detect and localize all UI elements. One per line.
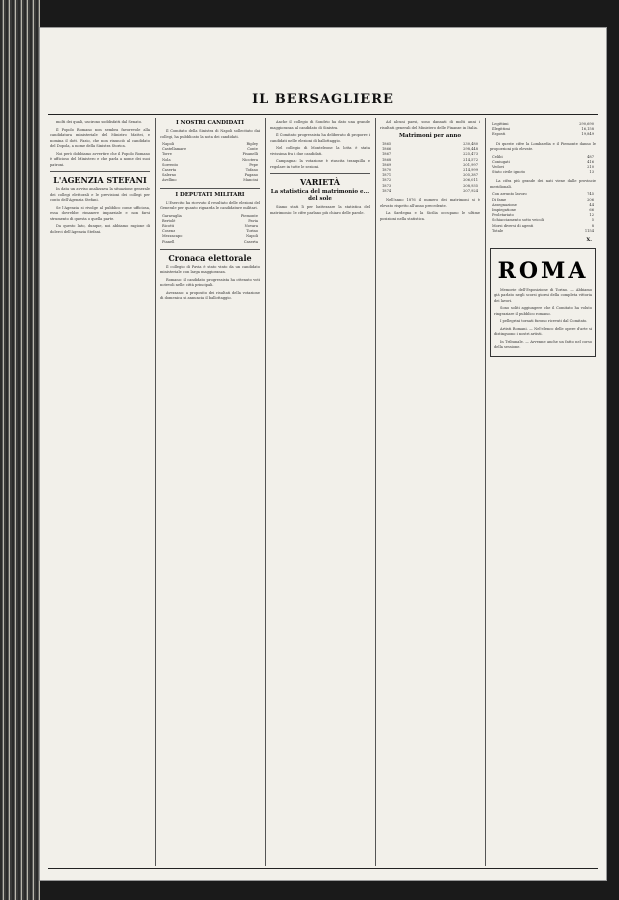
column-separator (265, 118, 266, 866)
column-3 (270, 120, 370, 865)
roma-paragraph: In Tribunale. — Avvenne anche un fatto nel corso della sessione. (494, 339, 592, 350)
table-cell-label: Morsi diversi di agenti (492, 223, 534, 228)
divider (50, 171, 150, 172)
col2-paragraph: Il Comitato della Sinistra di Napoli sollecitato dai collegi, ha pubblicato la nota dei candidati. (160, 129, 260, 139)
civil-status-table (490, 155, 596, 176)
table-cell-value: 206,011 (463, 178, 478, 183)
col3-paragraph: Nel collegio di Monteleone la lotta è stata vivissima fra i due candidati. (270, 146, 370, 156)
table-cell-value: 487 (587, 154, 594, 159)
column-5 (490, 120, 596, 865)
table-cell-value: 207,924 (463, 188, 478, 193)
col4-paragraph: Ad alcuni paesi, sono dannati di molti anni i risultati generali del Ministero delle Finanze in Italia. (380, 120, 480, 130)
table-cell-value: 201,997 (463, 162, 478, 167)
table-cell-label: Nola (162, 157, 171, 162)
table-cell-label: 1869 (382, 162, 392, 167)
roma-paragraph: Artisti Romani. — Nel'elenco delle opere d'arte si distinguono i nostri artisti. (494, 326, 592, 337)
col5-paragraph: Di queste cifre la Lombardia e il Piemonte danno le proporzioni più elevate. (490, 141, 596, 152)
table-cell-label: Torre (162, 152, 172, 157)
table-cell-value: 8 (591, 223, 594, 228)
births-table (490, 122, 596, 138)
table-cell-label: Garavaglia (162, 213, 182, 218)
masthead-rule (48, 114, 598, 115)
col2-paragraph: Il collegio di Pavia è stato vinto da un candidato ministeriale con larga maggioranza. (160, 264, 260, 275)
table-cell-label: Illegittimi (492, 127, 510, 132)
table-cell-value: 745 (587, 192, 594, 197)
col3-paragraph: Siamo stati lì per battezzare la statistica del matrimonio: le cifre parlano più chiaro delle parole. (270, 205, 370, 215)
table-cell-label: 1873 (382, 183, 392, 188)
table-cell-value: Pisanelli (242, 152, 258, 157)
table-cell-label: 1865 (382, 142, 392, 146)
divider (270, 173, 370, 174)
col3-paragraph: Il Comitato progressista ha deliberato di proporre i candidati nelle elezioni di ballottaggio. (270, 133, 370, 143)
table-cell-value: 13 (589, 170, 594, 175)
table-cell-value: 210 (587, 165, 594, 170)
table-cell-label: Sorrento (162, 162, 179, 167)
column-1 (50, 120, 150, 865)
column-4 (380, 120, 480, 865)
table-cell-label: Caserta (162, 168, 177, 173)
table-cell-value: Pavia (248, 218, 258, 223)
col5-paragraph: La cifra più grande dei nati viene dalle provincie meridionali. (490, 179, 596, 189)
total-label: Totale (492, 228, 504, 233)
candidates-table (160, 142, 260, 184)
signature: X. (586, 237, 592, 244)
table-cell-value: 214,572 (463, 157, 478, 162)
table-cell-value: 44 (589, 202, 594, 207)
table-cell-value: Ripley (246, 142, 258, 146)
newspaper-title: IL BERSAGLIERE (252, 92, 394, 107)
table-cell-value: 416 (587, 159, 594, 164)
table-cell-value: Novara (244, 224, 258, 229)
table-row (490, 170, 596, 175)
table-cell-value: 66 (589, 208, 594, 213)
table-cell-value: Tofano (245, 168, 258, 173)
table-cell-label: Napoli (162, 142, 175, 146)
table-cell-label: Salerno (162, 173, 177, 178)
col4-paragraph: La Sardegna e la Sicilia occupano le ultime posizioni nella statistica. (380, 211, 480, 221)
col2-paragraph: Avezzano: a proposito dei risultati della votazione di domenica si annuncia il ballottaggio. (160, 290, 260, 301)
table-cell-label: Cosenz (162, 229, 176, 234)
bottom-rule (48, 868, 598, 869)
roma-heading: ROMA (497, 257, 589, 284)
table-cell-label: Ricotti (162, 224, 175, 229)
table-cell-label: Legittimi (492, 122, 509, 126)
table-cell-value: Mancini (243, 178, 258, 183)
table-cell-label: Assegnazione (492, 202, 517, 207)
table-cell-value: 214,999 (463, 168, 478, 173)
marriages-table (380, 142, 480, 194)
table-cell-value: 206 (587, 197, 594, 202)
roma-paragraph: I pellegrini tornati furono ricevuti dal Comitato. (500, 319, 588, 324)
table-cell-label: Avellino (162, 178, 177, 183)
table-cell-label: Mezzacapo (162, 234, 183, 239)
table-row (160, 178, 260, 183)
table-cell-label: Pianell (162, 239, 175, 244)
total-value: 1154 (584, 228, 594, 233)
table-cell-label: Esposti (492, 132, 506, 137)
newspaper-page (40, 28, 606, 880)
column-separator (485, 118, 486, 866)
col2-paragraph: Romano: il candidato progressista ha ottenuto voti notevoli nelle città principali. (160, 277, 260, 288)
col4-heading: Matrimoni per anno (398, 133, 462, 139)
col1-paragraph: Da questo lato, dunque, noi abbiamo ragione di dolerci dell'Agenzia Stefani. (50, 224, 150, 234)
roma-paragraph: Memorie dell'Esposizione di Torino. — Abbiamo già parlato negli scorsi giorni della completa vittoria dei lavori. (494, 287, 592, 303)
table-cell-label: Castellamare (162, 147, 187, 152)
table-cell-label: 1867 (382, 152, 392, 157)
col2-heading: I DEPUTATI MILITARI (175, 191, 245, 198)
table-cell-value: Nicotera (242, 157, 258, 162)
table-cell-value: Pagano (244, 173, 258, 178)
table-cell-value: 19,849 (581, 132, 594, 137)
column-2 (160, 120, 260, 865)
table-cell-value: Napoli (245, 234, 258, 239)
table-cell-value: Pepe (249, 162, 258, 167)
table-row (160, 240, 260, 245)
book-binding (0, 0, 40, 900)
table-cell-value: 298,448 (463, 147, 478, 152)
roma-box (490, 248, 596, 357)
divider (160, 188, 260, 189)
col1-paragraph: In data un avviso analizzava la situazione generale dei collegi elettorali e le previsioni dei collegi per conto dell'Agenzia Stefani. (50, 187, 150, 202)
table-cell-value: Caserta (243, 239, 258, 244)
col1-paragraph: Il Popolo Romano non sembra favorevole alla candidatura ministeriale del Ministro Mattei, e nomina il dott. Fazio, che non rinunciò al candidato del Dopola, a nome della Sinistra Storica. (50, 127, 150, 148)
table-cell-label: Bertolè (162, 218, 176, 223)
col2-paragraph: L'Esercito ha ricevuto il resultato delle elezioni del Generale per quanto riguarda le candidature militari. (160, 200, 260, 211)
table-cell-label: Impiegatione (492, 208, 517, 213)
table-row (380, 189, 480, 194)
col1-intro: molti dei quali, uscirono soddisfatti dal Senato. (56, 120, 143, 124)
table-row (490, 132, 596, 137)
col2-heading: I NOSTRI CANDIDATI (176, 120, 244, 126)
table-cell-label: 1866 (382, 147, 392, 152)
table-cell-value: Piemonte (240, 213, 258, 218)
col3-subheading: La statistica del matrimonio e... del sole (270, 189, 370, 202)
military-table (160, 214, 260, 245)
col3-heading: VARIETÀ (299, 177, 340, 187)
col1-paragraph: Se l'Agenzia si rivolge al pubblico come ufficiosa, essa dovrebbe rimanere imparziale e non farsi strumento di questa o quella parte. (50, 205, 150, 221)
divider (160, 249, 260, 250)
col3-paragraph: Anche il collegio di Sondrio ha dato una grande maggioranza al candidato di Sinistra. (270, 120, 370, 130)
table-cell-value: Conte (247, 147, 258, 152)
table-cell-label: 1870 (382, 168, 392, 173)
table-cell-label: Proletariato (492, 213, 514, 218)
table-cell-label: Schiacciamento sotto veicoli (492, 218, 544, 223)
table-cell-label: Coniugati (492, 159, 510, 164)
table-cell-value: 290,690 (579, 122, 594, 126)
table-cell-value: Torino (246, 229, 258, 234)
table-cell-value: 5 (591, 218, 594, 223)
table-cell-label: 1871 (382, 173, 392, 178)
table-cell-value: 225,473 (463, 152, 478, 157)
col1-paragraph: Noi però dobbiamo avvertire che il Popolo Romano è ufficioso del Ministero e che parla a nome dei suoi patroni. (50, 151, 150, 167)
table-cell-label: Stato civile ignoto (492, 170, 526, 175)
table-cell-label: Vedovi (492, 165, 505, 170)
table-cell-value: 16,158 (581, 127, 594, 132)
table-cell-label: 1868 (382, 157, 392, 162)
table-cell-value: 208,935 (463, 183, 478, 188)
table-cell-value: 230,480 (463, 142, 478, 146)
table-cell-label: Di fame (492, 197, 507, 202)
roma-paragraph: Sono soliti aggiungere che il Comitato ha voluto ringraziare il pubblico romano. (494, 306, 592, 316)
table-cell-label: 1874 (382, 188, 392, 193)
table-cell-label: Celibi (492, 154, 503, 159)
table-cell-value: 205,387 (463, 173, 478, 178)
table-cell-label: Con arrunto lavoro (492, 192, 527, 197)
table-cell-label: 1872 (382, 178, 392, 183)
col4-paragraph: Nell'anno 1876 il numero dei matrimoni si è elevato rispetto all'anno precedente. (380, 198, 480, 208)
table-cell-value: 12 (589, 213, 594, 218)
column-separator (375, 118, 376, 866)
col2-heading: Cronaca elettorale (168, 252, 252, 263)
col3-paragraph: Campagna: la votazione è riuscita tranquilla e regolare in tutte le sezioni. (270, 159, 370, 169)
col1-heading: L'AGENZIA STEFANI (53, 175, 147, 185)
column-separator (155, 118, 156, 866)
causes-table (490, 192, 596, 234)
